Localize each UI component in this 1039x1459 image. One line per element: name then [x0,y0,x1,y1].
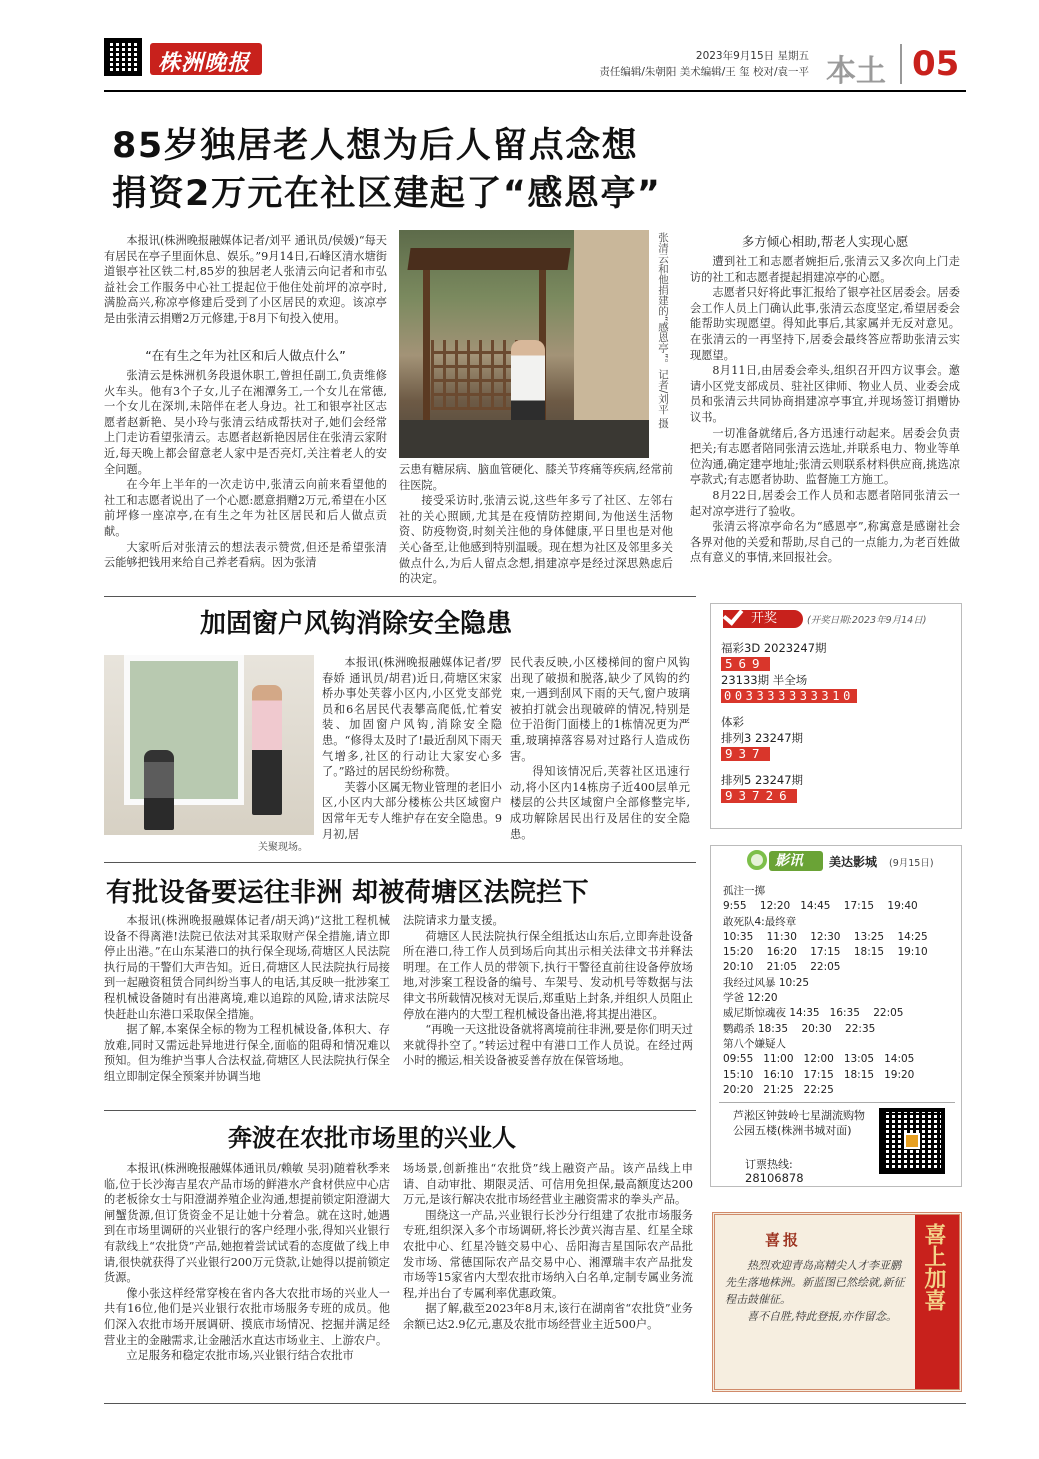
story1-r5: 8月22日,居委会工作人员和志愿者陪同张清云一起对凉亭进行了验收。 [690,488,960,518]
editor-credits: 责任编辑/朱朝阳 美术编辑/王 玺 校对/袁一平 [599,66,809,78]
xibao-box [712,1212,962,1392]
story3-col2-p1: 法院请求力量支援。 [403,914,504,927]
story3-col1-p2: 据了解,本案保全标的物为工程机械设备,体积大、存放难,同时又需远赴异地进行保全,面临的阻碍和情况难以预知。但为维护当事人合法权益,荷塘区人民法院执行保全组立即制定保全预案并协调当地 [104,1023,390,1083]
story1-body-right [690,254,960,566]
p3-numbers: 937 [721,747,770,761]
lottery-title: 开奖 [751,611,778,626]
story2-col2-p1: 民代表反映,小区楼梯间的窗户风钩出现了破损和脱落,缺少了风钩的约束,一遇到刮风下雨的天气,窗户玻璃被拍打就会出现破碎的情况,特别是位于沿街门面楼上的1栋情况更为严重,玻璃掉落容易对过路行人造成伤害。 [510,656,690,763]
qr-center-logo [904,1133,920,1149]
story1-r6: 张清云将凉亭命名为“感恩亭”,称寓意是感谢社会各界对他的关爱和帮助,尽自己的一点能力,为老百姓做点有意义的事情,来回报社会。 [690,520,960,565]
story4-col2-p1: 场场景,创新推出“农批贷”线上融资产品。该产品线上申请、自动审批、期限灵活、可信用免担保,最高额度达200万元,是该行解决农批市场经营业主融资需求的拳头产品。 [403,1162,693,1207]
cinema-date: (9月15日) [889,858,934,869]
xibao-body-p1: 热烈欢迎青岛高精尖人才李亚鹏先生落地株洲。新蓝图已然绘就,新征程击鼓催征。 [725,1259,905,1306]
story1-p1: 张清云是株洲机务段退休职工,曾担任副工,负责维修火车头。他有3个子女,儿子在湘潭务工,一个女儿在常德,一个女儿在深圳,未陪伴在老人身边。社工和银亭社区志愿者赵新艳、吴小玲与张清云结成帮扶对子,她们会经常上门走访看望张清云。志愿者赵新艳因居住在张清云家附近,每天晚上都会留意老人家中是否亮灯,关注着老人的安全问题。 [104,369,387,476]
story1-body-left [104,368,387,571]
building-wall [574,230,649,420]
story3-col2-p2: 荷塘区人民法院执行保全组抵达山东后,立即奔赴设备所在港口,待工作人员到场后向其出示相关法律文书并释法明理。在工作人员的带领下,执行干警径直前往设备停放场地,对涉案工程设备的编号、车架号、发动机号等数据与法律文书所载情况核对无误后,郑重贴上封条,并组织人员阻止停放在港内的大型工程机械设备出港,将其提出港区。 [403,929,693,1021]
hotline-number: 28106878 [745,1171,804,1185]
story4-col2-p2: 围绕这一产品,兴业银行长沙分行组建了农批市场服务专班,组织深入多个市场调研,将长沙黄兴海吉星、红星全球农批中心、红星冷链交易中心、岳阳海吉星国际农产品批发市场、常德国际农产品交易中心、湘潭瑞丰农产品批发市场等15家省内大型农批市场纳入白名单,定制专属业务流程,并出台了专属利率优惠政策。 [403,1208,693,1300]
story1-mid2: 接受采访时,张清云说,这些年多亏了社区、左邻右社的关心照顾,尤其是在疫情防控期间,为他送生活物资、防疫物资,时刻关注他的身体健康,平日里也是对他关心备至,让他感到特别温暖。现在想为社区及邻里多关做点什么,为后人留点念想,捐建凉亭是经过深思熟虑后的决定。 [399,494,673,586]
ground [399,420,649,458]
story1-title-line1: 85岁独居老人想为后人留点念想 [112,126,639,166]
fc3d-numbers: 569 [721,657,770,671]
lottery-results [721,640,957,804]
window-frame [124,655,244,805]
story4-col1-p2: 像小张这样经常穿梭在省内各大农批市场的兴业人一共有16位,他们是兴业银行农批市场服务专班的成员。他们深入农批市场开展调研、摸底市场情况、挖掘并满足经营业主的金融需求,让金融活水直达市场业主、上游农户。 [104,1286,390,1347]
story4-col1-p1: 本报讯(株洲晚报融媒体通讯员/赖敏 吴羽)随着秋季来临,位于长沙海吉星农产品市场的鲜港水产食材供应中心店的老板徐女士与阳澄湖养殖企业沟通,想提前锁定阳澄湖大闸蟹货源,但订货资金不足让她十分着急。就在这时,她遇到在市场里调研的兴业银行的客户经理小张,得知兴业银行有款线上“农批贷”产品,她抱着尝试试看的态度做了线上申请,很快就获得了兴业银行200万元贷款,让她得以提前锁定货源。 [104,1162,390,1285]
masthead-rule [104,90,966,92]
film-reel-icon [747,850,767,870]
cinema-schedule: 孤注一掷 9:55 12:20 14:45 17:15 19:40 敢死队4:最终章 10:35 11:30 12:30 13:25 14:25 15:20 16:20 17:15 18:15 19:10 20:10 21:05 22:05 我经过风暴 10:25 学爸 12:20 威尼斯惊魂夜 14:35 16:35 22:05 鹦鹉杀 18:35 20:30 22:35 第八个嫌疑人 09:55 11:00 12:00 13:05 14:05 15:10 16:10 17:15 18:15 19:20 20:20 21:25 22:25 [723,885,928,1096]
story2-col2 [510,655,690,842]
page-number: 05 [912,44,960,84]
story4-col1-p3: 立足服务和稳定农批市场,兴业银行结合农批市 [126,1349,354,1363]
story2-photo-window-repair [104,655,314,835]
story2-photo-caption: 关聚现场。 [258,842,308,853]
page-bottom-rule [104,1403,966,1404]
lottery-date-note: (开奖日期:2023年9月14日) [807,615,927,626]
cinema-divider [719,1102,955,1103]
story1-intro-text: 本报讯(株洲晚报融媒体记者/刘平 通讯员/侯媛)“每天有居民在亭子里面休息、娱乐。”9月14日,石峰区清水塘街道银亭社区铁二村,85岁的独居老人张清云向记者和市弘益社会工作服务中心社工提起位于他住处前坪的凉亭时,满脸高兴,称凉亭修建后受到了小区居民的欢迎。该凉亭是由张清云捐赠2万元修建,于8月下旬投入使用。 [104,234,387,325]
hotline-label: 订票热线: [745,1158,793,1171]
story1-subhead2: 多方倾心相助,帮老人实现心愿 [741,234,909,249]
story3-col1-p1: 本报讯(株洲晚报融媒体记者/胡天鸿)“这批工程机械设备不得离港!法院已依法对其采取财产保全措施,请立即停止出港。”在山东某港口的执行保全现场,荷塘区人民法院执行局的干警们大声告知。近日,荷塘区人民法院执行局接到一起融资租赁合同纠纷当事人的电话,其反映一批涉案工程机械设备随时有出港离境,难以追踪的风险,请求法院尽快赶赴山东港口采取保全措施。 [104,914,390,1021]
story3-col2 [403,913,693,1069]
story3-col1 [104,913,390,1085]
story4-title: 奔波在农批市场里的兴业人 [228,1123,516,1152]
issue-date: 2023年9月15日 星期五 [695,50,809,62]
story1-bottom-rule [104,596,696,597]
story3-title: 有批设备要运往非洲 却被荷塘区法院拦下 [106,878,589,908]
p5-label: 排列5 23247期 [721,773,804,787]
story1-p3: 大家听后对张清云的想法表示赞赏,但还是希望张清云能够把钱用来给自己养老看病。因为张清 [104,540,387,570]
paper-name: 株洲晚报 [158,51,251,76]
story1-r2: 志愿者只好将此事汇报给了银亭社区居委会。居委会工作人员上门确认此事,张清云态度坚定,希望居委会能帮助实现愿望。得知此事后,其家属并无反对意见。在张清云的一再坚持下,居委会最终答应帮助张清云实现愿望。 [690,286,960,362]
story4-col2 [403,1161,693,1333]
story1-title-line2: 捐资2万元在社区建起了“感恩亭” [112,174,662,214]
p3-label: 排列3 23247期 [721,731,804,745]
story1-photo-caption: 张清云和他捐建的“感恩亭”。记者/刘平 摄 [657,232,669,429]
xibao-side-text: 喜上加喜 [921,1223,947,1311]
story2-title: 加固窗户风钩消除安全隐患 [200,609,513,639]
story1-intro [104,233,387,327]
story4-top-rule [104,1110,696,1111]
story1-subhead1: “在有生之年为社区和后人做点什么” [145,348,346,363]
story2-col1 [322,655,502,842]
story1-body-middle [399,462,673,587]
xibao-title: 喜报 [765,1231,802,1249]
lottery-box [710,603,962,829]
tc-label: 体彩 [721,715,744,729]
story4-col2-p3: 据了解,截至2023年8月末,该行在湖南省“农批贷”业务余额已达2.9亿元,惠及农批市场经营业主近500户。 [403,1302,693,1331]
pavilion-pillar-left [423,270,430,420]
half-numbers: 003333333310 [721,689,857,703]
fc3d-label: 福彩3D 2023247期 [721,641,827,655]
cinema-box [710,845,962,1187]
half-label: 23133期 半全场 [721,673,808,687]
xibao-body-p2: 喜不自胜,特此登报,亦作留念。 [747,1310,897,1323]
worker-figure-2 [252,685,282,815]
story3-top-rule [104,862,696,863]
story2-col2-p2: 得知该情况后,芙蓉社区迅速行动,将小区内14栋房子近400层单元楼层的公共区域窗户全部修整完毕,成功解除居民出行及居住的安全隐患。 [510,765,690,841]
cinema-address: 芦淞区钟鼓岭七星湖流购物公园五楼(株洲书城对面) [733,1109,865,1137]
story2-col1-p1: 本报讯(株洲晚报融媒体记者/罗春娇 通讯员/胡君)近日,荷塘区宋家桥办事处芙蓉小区内,小区党支部党员和6名居民代表攀高爬低,忙着安装、加固窗户风钩,消除安全隐患。“修得太及时了!最近刮风下雨天气增多,社区的行动让大家安心多了。”路过的居民纷纷称赞。 [322,656,502,779]
p5-numbers: 93726 [721,789,797,803]
story1-r4: 一切准备就绪后,各方迅速行动起来。居委会负责把关;有志愿者陪同张清云选址,并联系电力、物业等单位沟通,确定建亭地址;张清云则联系材料供应商,挑选凉亭款式;有志愿者协助、监督施工方施工。 [690,426,960,487]
story3-col2-p3: “再晚一天这批设备就将离境前往非洲,要是你们明天过来就得扑空了。”转运过程中有港口工作人员说。在经过两小时的搬运,相关设备被妥善存放在保管场地。 [403,1023,693,1068]
pavilion-roof [407,248,570,270]
story1-r3: 8月11日,由居委会牵头,组织召开四方议事会。邀请小区党支部成员、驻社区律师、物业人员、业委会成员和张清云共同协商捐建凉亭事宜,并现场签订捐赠协议书。 [690,364,960,424]
story4-col1 [104,1161,390,1364]
section-divider [900,44,902,84]
story1-p2: 在今年上半年的一次走访中,张清云向前来看望他的社工和志愿者说出了一个心愿:愿意捐赠2万元,希望在小区前坪修一座凉亭,在有生之年为社区居民和后人做点贡献。 [104,478,387,538]
cinema-badge-text: 影讯 [775,853,803,869]
worker-figure-1 [144,750,174,830]
xibao-body [725,1257,905,1325]
masthead-qr-code [104,38,142,76]
cinema-name: 美达影城 [829,855,878,869]
story1-photo-pavilion [399,230,649,458]
story1-mid1: 云患有糖尿病、脑血管硬化、膝关节疼痛等疾病,经常前往医院。 [399,463,673,492]
story2-col1-p2: 芙蓉小区属无物业管理的老旧小区,小区内大部分楼栋公共区域窗户因常年无专人维护存在安全隐患。9月初,居 [322,780,502,841]
section-name: 本土 [826,54,886,89]
story1-r1: 遭到社工和志愿者婉拒后,张清云又多次向上门走访的社工和志愿者提起捐建凉亭的心愿。 [690,255,960,284]
